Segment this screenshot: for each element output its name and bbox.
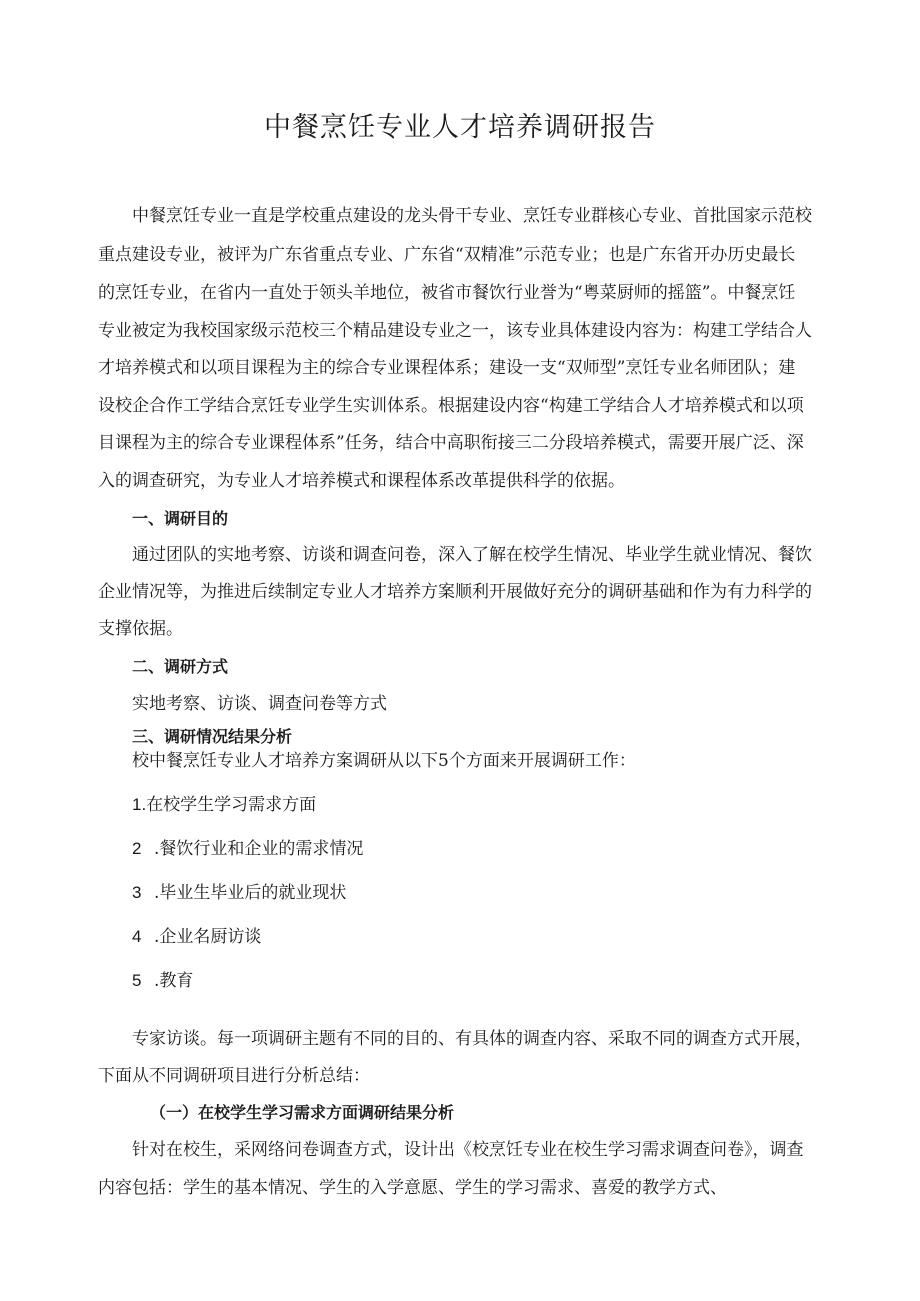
subsection-line: 针对在校生，采网络问卷调查方式，设计出《校烹饪专业在校生学习需求调查问卷》，调查	[132, 1140, 804, 1160]
intro-line: 中餐烹饪专业一直是学校重点建设的龙头骨干专业、烹饪专业群核心专业、首批国家示范校	[132, 206, 812, 226]
list-item	[132, 969, 193, 993]
list-item	[132, 837, 363, 861]
list-item	[132, 793, 316, 817]
section-line: 校中餐烹饪专业人才培养方案调研从以下5个方面来开展调研工作：	[132, 751, 636, 771]
document-title: 中餐烹饪专业人才培养调研报告	[264, 112, 656, 143]
list-item-text: .毕业生毕业后的就业现状	[154, 883, 347, 903]
list-item-number: 4	[132, 927, 142, 946]
intro-line: 才培养模式和以项目课程为主的综合专业课程体系；建设一支“双师型”烹饪专业名师团队；建	[98, 358, 796, 378]
section-line: 企业情况等，为推进后续制定专业人才培养方案顺利开展做好充分的调研基础和作为有力科学的	[98, 582, 812, 602]
list-item-number: 2	[132, 839, 142, 858]
intro-line: 重点建设专业，被评为广东省重点专业、广东省“双精准”示范专业；也是广东省开办历史最长	[98, 245, 796, 265]
section-line: 实地考察、访谈、调查问卷等方式	[132, 694, 387, 714]
intro-line: 目课程为主的综合专业课程体系”任务，结合中高职衔接三二分段培养模式，需要开展广泛、深	[98, 433, 804, 453]
list-item-number: 5	[132, 971, 142, 990]
section-line: 通过团队的实地考察、访谈和调查问卷，深入了解在校学生情况、毕业学生就业情况、餐饮	[132, 545, 812, 565]
list-item-text: .企业名厨访谈	[154, 927, 262, 947]
list-item	[132, 925, 261, 949]
intro-line: 的烹饪专业，在省内一直处于领头羊地位，被省市餐饮行业誉为“粤菜厨师的摇篮”。中餐烹饪	[98, 283, 796, 303]
subsection-heading: （一）在校学生学习需求方面调研结果分析	[150, 1103, 455, 1122]
intro-line: 设校企合作工学结合烹饪专业学生实训体系。根据建设内容“构建工学结合人才培养模式和以项	[98, 396, 804, 416]
intro-line: 入的调查研究，为专业人才培养模式和课程体系改革提供科学的依据。	[98, 471, 625, 491]
section-line: 专家访谈。每一项调研主题有不同的目的、有具体的调查内容、采取不同的调查方式开展，	[132, 1029, 812, 1049]
list-item-text: .餐饮行业和企业的需求情况	[154, 839, 364, 859]
subsection-line: 内容包括：学生的基本情况、学生的入学意愿、学生的学习需求、喜爱的教学方式、	[98, 1178, 727, 1198]
list-item-number: 1.	[132, 795, 147, 814]
section-heading: 二、调研方式	[132, 657, 229, 676]
section-line: 下面从不同调研项目进行分析总结：	[98, 1066, 370, 1086]
list-item-text: 在校学生学习需求方面	[146, 795, 317, 815]
section-heading: 三、调研情况结果分析	[132, 727, 293, 746]
section-line: 支撑依据。	[98, 619, 183, 639]
section-heading: 一、调研目的	[132, 509, 229, 528]
intro-line: 专业被定为我校国家级示范校三个精品建设专业之一，该专业具体建设内容为：构建工学结合人	[98, 321, 812, 341]
list-item-number: 3	[132, 883, 142, 902]
list-item	[132, 881, 346, 905]
list-item-text: .教育	[154, 971, 194, 991]
